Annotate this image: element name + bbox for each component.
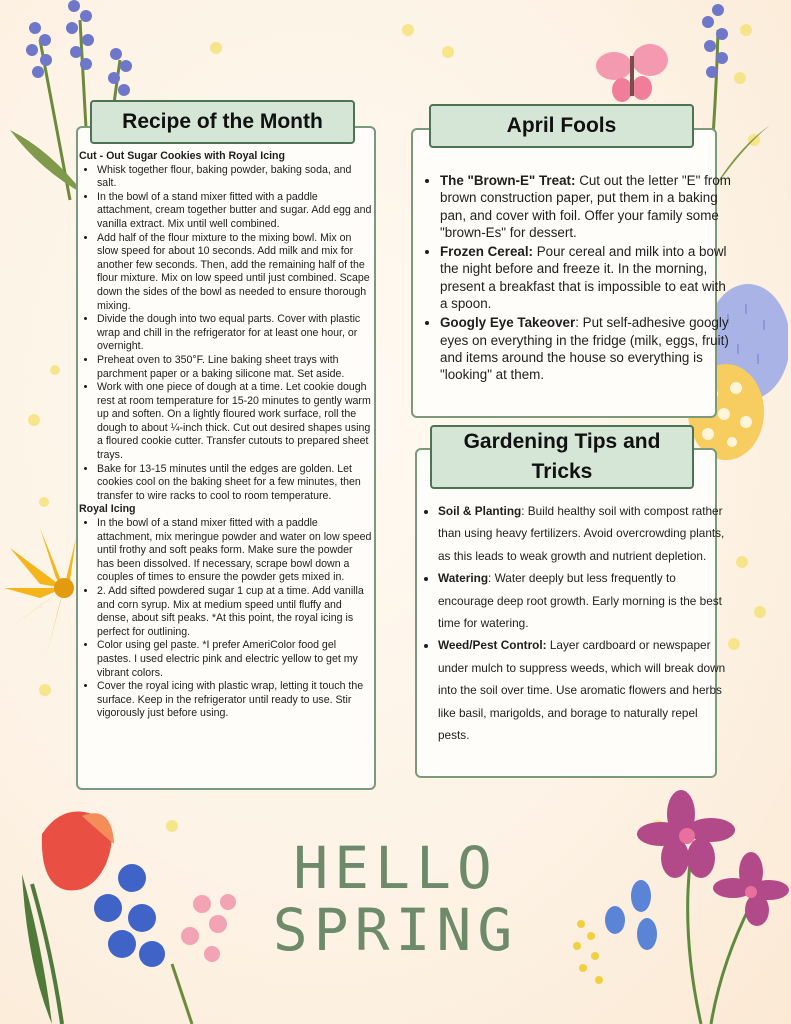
list-item: • Divide the dough into two equal parts. Cover with plastic wrap and chill in the refrigerator for at least one hour, or overnight. — [97, 313, 372, 354]
gardening-heading-text: Gardening Tips and Tricks — [463, 430, 661, 483]
april-fools-heading — [429, 104, 694, 148]
item-text: Pour cereal and milk into a bowl the night before and freeze it. In the morning, present a breakfast that is impossible to eat with a spoon. — [440, 244, 727, 312]
list-item: • 2. Add sifted powdered sugar 1 cup at a time. Add vanilla and corn syrup. Mix at medium speed until fluffy and dense, about sift peaks. *At this point, the royal icing is perfect for outlining. — [97, 585, 372, 639]
list-item — [438, 567, 732, 634]
april-fools-list — [418, 172, 734, 386]
list-item: • In the bowl of a stand mixer fitted with a paddle attachment, mix meringue powder and water on low speed until frothy and soft peaks form. Make sure the powder has been dissolved. If necessary, scrape bowl down a couples of times to ensure the powder gets mixed in. — [97, 517, 372, 585]
recipe-heading — [90, 100, 355, 144]
item-title: Weed/Pest Control: — [438, 638, 547, 653]
list-item: • Preheat oven to 350°F. Line baking sheet trays with parchment paper or a baking silicone mat. Set aside. — [97, 354, 372, 381]
icing-title: Royal Icing — [79, 503, 136, 516]
item-text: : Water deeply but less frequently to encourage deep root growth. Early morning is the best time for watering. — [438, 571, 722, 631]
item-title: Soil & Planting — [438, 504, 522, 518]
april-fools-heading-text: April Fools — [506, 114, 617, 137]
item-title: The "Brown-E" Treat: — [440, 173, 576, 188]
gardening-heading — [430, 425, 694, 489]
icing-steps-list — [79, 517, 372, 721]
list-item: • Whisk together flour, baking powder, baking soda, and salt. — [97, 164, 372, 191]
cookies-title: Cut - Out Sugar Cookies with Royal Icing — [79, 150, 286, 162]
gardening-list — [420, 500, 732, 746]
list-item: • Color using gel paste. *I prefer AmeriColor food gel pastes. I used electric pink and electric yellow to get my vibrant colors. — [97, 639, 372, 680]
list-item — [440, 243, 734, 312]
item-text: : Build healthy soil with compost rather than using heavy fertilizers. Avoid overcrowding plants, as this leads to weak growth and nutrient depletion. — [438, 504, 725, 563]
item-title: Googly Eye Takeover — [440, 315, 576, 331]
list-item: • Work with one piece of dough at a time. Let cookie dough rest at room temperature for 15-20 minutes to gently warm up and soften. On a lightly floured work surface, roll the dough to about ¼-inch thick. Cut out desired shapes using a floured cookie cutter. Transfer cutouts to prepared sheet trays. — [97, 381, 372, 463]
recipe-heading-text: Recipe of the Month — [122, 110, 323, 133]
recipe-content — [79, 150, 372, 721]
item-text: Layer cardboard or newspaper under mulch to suppress weeds, which will break down into the soil over time. Use aromatic flowers and herbs like basil, marigolds, and borage to naturally repel pests. — [438, 638, 726, 743]
item-title: Frozen Cereal: — [440, 244, 534, 260]
list-item: • Cover the royal icing with plastic wrap, letting it touch the surface. Keep in the refrigerator until ready to use. Stir vigorously just before using. — [97, 680, 372, 721]
butterfly-illustration — [594, 36, 674, 106]
list-item: • Bake for 13-15 minutes until the edges are golden. Let cookies cool on the baking sheet for a few minutes, then transfer to wire racks to cool to room temperature. — [97, 463, 372, 504]
list-item — [440, 172, 734, 241]
cookie-steps-list — [79, 164, 372, 504]
list-item: • In the bowl of a stand mixer fitted with a paddle attachment, cream together butter and sugar. Add egg and vanilla extract. Mix until well combined. — [97, 191, 372, 232]
list-item — [438, 634, 732, 746]
item-text: Cut out the letter "E" from brown construction paper, put them in a baking pan, and cover with foil. Offer your family some "brown-Es" for dessert. — [440, 173, 731, 240]
item-text: : Put self-adhesive googly eyes on everything in the fridge (milk, eggs, fruit) and items around the house so everything is "looking" at them. — [440, 315, 729, 383]
spring-text: SPRING — [272, 896, 519, 964]
item-title: Watering — [438, 571, 489, 586]
list-item — [440, 314, 734, 383]
list-item: • Add half of the flour mixture to the mixing bowl. Mix on slow speed for about 10 seconds. Add milk and mix for another few seconds. Then, add the remaining half of the flour mixture. Mix on low speed until just combined. Scape down the sides of the bowl as needed to ensure thorough mixing. — [97, 232, 372, 314]
yellow-flower-illustration — [0, 528, 80, 668]
list-item — [438, 500, 732, 567]
hello-text: HELLO — [293, 834, 498, 902]
